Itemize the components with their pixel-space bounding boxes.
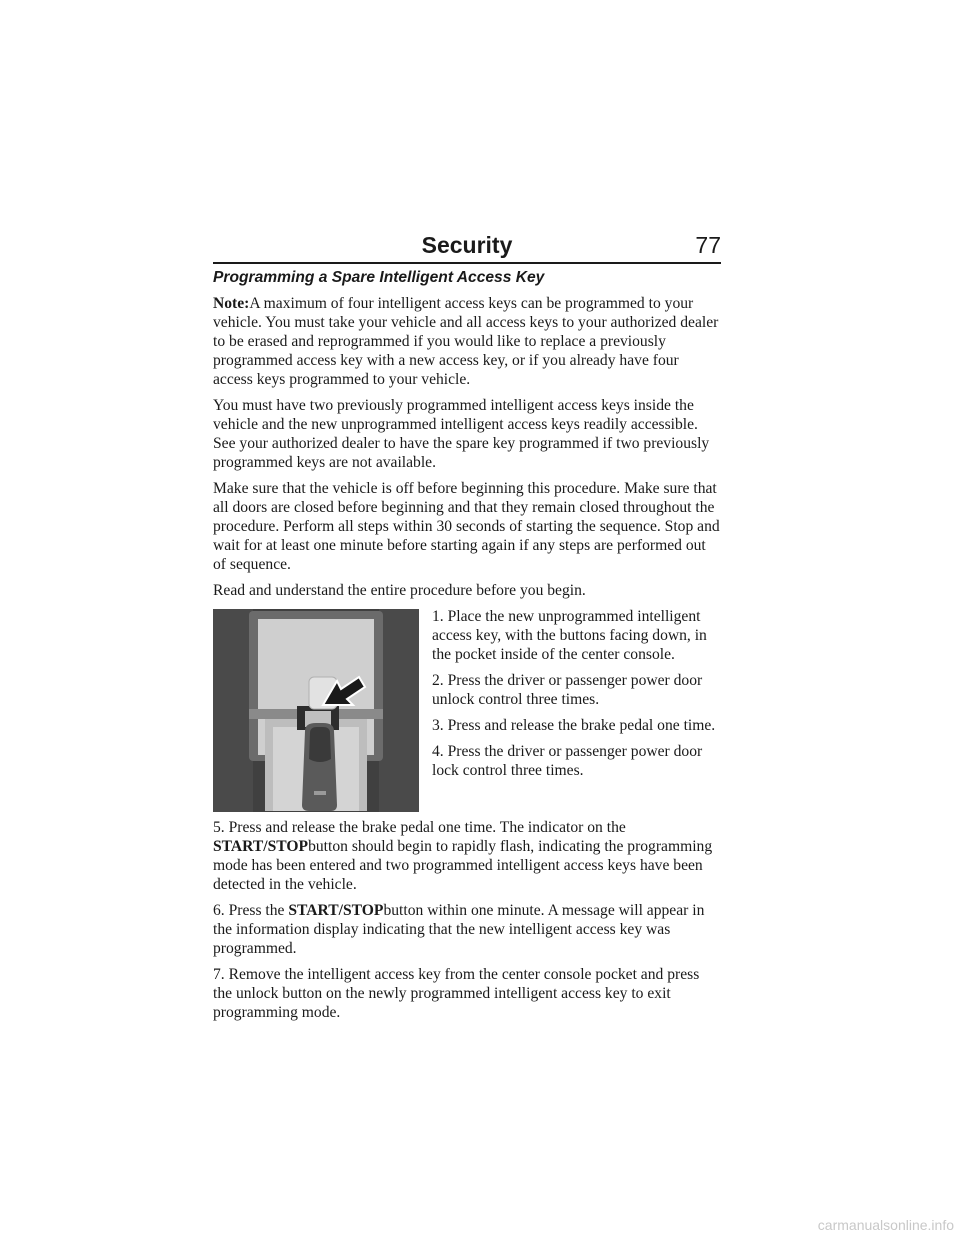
paragraph-read-first: Read and understand the entire procedure before you begin.: [213, 582, 586, 599]
steps-1-to-4: [432, 607, 721, 787]
figure-with-steps: [213, 607, 721, 812]
center-console-key-pocket-icon: [213, 609, 419, 812]
page-header: [213, 228, 721, 262]
paragraph-preparation: Make sure that the vehicle is off before beginning this procedure. Make sure that all doors are closed before beginning and that they remain closed throughout the procedure. Perform all steps within 30 seconds of starting the sequence. Stop and wait for at least one minute before starting again if any steps are performed out of sequence.: [213, 480, 720, 573]
section-title: Programming a Spare Intelligent Access Key: [213, 269, 545, 286]
step-5-intro: 5. Press and release the brake pedal one time. The indicator on the: [213, 819, 626, 836]
chapter-title: Security: [421, 232, 513, 258]
page-content: [213, 266, 721, 1029]
step-2: 2. Press the driver or passenger power door unlock control three times.: [432, 672, 703, 708]
step-7: 7. Remove the intelligent access key from the center console pocket and press the unlock button on the newly programmed intelligent access key to exit programming mode.: [213, 966, 700, 1021]
step-6-rest: button within one minute. A message will appear in the information display indicating that the new intelligent access key was programmed.: [213, 902, 705, 957]
step-6-intro: 6. Press the: [213, 902, 289, 919]
step-5: [213, 818, 721, 894]
note-label: Note:: [213, 295, 250, 312]
step-1: 1. Place the new unprogrammed intelligent access key, with the buttons facing down, in the pocket inside of the center console.: [432, 608, 707, 663]
note-paragraph: [213, 294, 721, 389]
paragraph-requirements: You must have two previously programmed intelligent access keys inside the vehicle and the new unprogrammed intelligent access keys readily accessible. See your authorized dealer to have the spare key programmed if two previously programmed keys are not available.: [213, 397, 710, 471]
step-5-rest: button should begin to rapidly flash, indicating the programming mode has been entered and two programmed intelligent access keys have been detected in the vehicle.: [213, 838, 713, 893]
watermark: carmanualsonline.info: [817, 1217, 954, 1233]
start-stop-label: START/STOP: [213, 838, 309, 855]
step-3: 3. Press and release the brake pedal one time.: [432, 717, 716, 734]
start-stop-label: START/STOP: [288, 902, 384, 919]
header-divider: [213, 262, 721, 264]
note-text: A maximum of four intelligent access keys can be programmed to your vehicle. You must take your vehicle and all access keys to your authorized dealer to be erased and reprogrammed if you would like to replace a previously programmed access key with a new access key, or if you already have four access keys programmed to your vehicle.: [213, 295, 719, 388]
step-4: 4. Press the driver or passenger power door lock control three times.: [432, 743, 703, 779]
step-6: [213, 901, 721, 958]
page-number: 77: [695, 232, 721, 258]
